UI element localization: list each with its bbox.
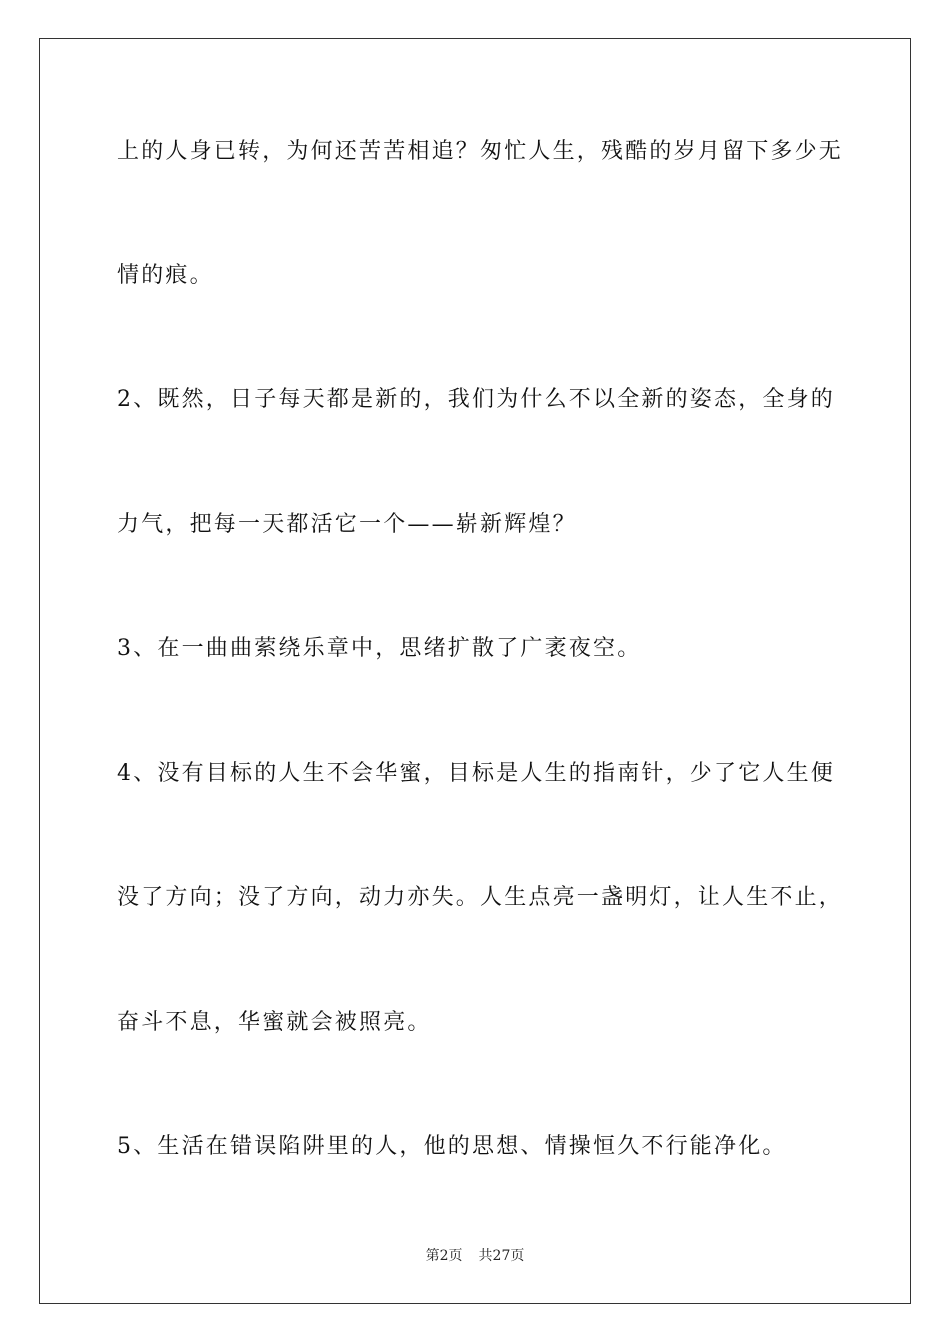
body-text-line: 情的痕。 — [117, 263, 214, 288]
body-text-line: 没了方向；没了方向，动力亦失。人生点亮一盏明灯，让人生不止， — [117, 885, 844, 910]
body-text-line: 力气，把每一天都活它一个——崭新辉煌？ — [117, 512, 577, 537]
page-frame — [39, 38, 911, 1304]
body-text-line: 5、生活在错误陷阱里的人，他的思想、情操恒久不行能净化。 — [117, 1134, 787, 1159]
page-number: 第2页 — [425, 1248, 463, 1264]
body-text-line: 3、在一曲曲萦绕乐章中，思绪扩散了广袤夜空。 — [117, 636, 642, 661]
page-total: 共27页 — [478, 1248, 525, 1264]
page-footer — [0, 1247, 950, 1265]
body-text-line: 4、没有目标的人生不会华蜜，目标是人生的指南针，少了它人生便 — [117, 761, 835, 786]
body-text-line: 上的人身已转，为何还苦苦相追？匆忙人生，残酷的岁月留下多少无 — [117, 139, 844, 164]
body-text-line: 2、既然，日子每天都是新的，我们为什么不以全新的姿态，全身的 — [117, 387, 835, 412]
body-text-line: 奋斗不息，华蜜就会被照亮。 — [117, 1010, 432, 1035]
